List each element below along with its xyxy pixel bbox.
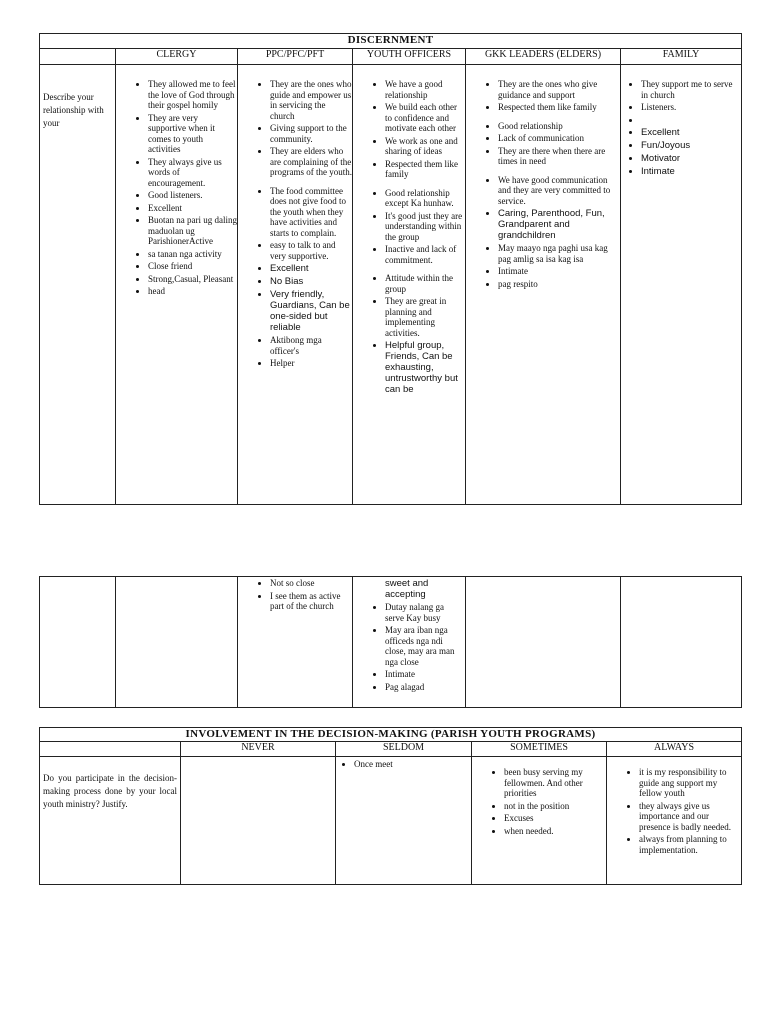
discernment-continuation-table xyxy=(39,576,742,708)
list-item: • Not so close xyxy=(270,578,352,589)
list-item: • not in the position xyxy=(504,801,606,812)
list-item: • Good relationship except Ka hunhaw. xyxy=(385,188,465,209)
list-item: • Intimate xyxy=(498,266,620,277)
list-item: • We have a good relationship xyxy=(385,79,465,100)
list-item: • They are the ones who give guidance and support xyxy=(498,79,620,100)
list-item: • Giving support to the community. xyxy=(270,123,352,144)
list-item: • I see them as active part of the church xyxy=(270,591,352,612)
list-item: • We have good communication and they are very committed to service. xyxy=(498,175,620,207)
list-item: • Respected them like family xyxy=(385,159,465,180)
list-item: • They allowed me to feel the love of God through their gospel homily xyxy=(148,79,237,111)
continued-text: sweet and accepting xyxy=(385,578,429,600)
list-item: • They are great in planning and implementing activities. xyxy=(385,296,465,338)
header-gkk-leaders: GKK LEADERS (ELDERS) xyxy=(466,49,621,65)
list-item: • Listeners. xyxy=(641,102,741,113)
header-never: NEVER xyxy=(181,742,336,757)
list-item: • Buotan na pari ug daling maduolan ug ParishionerActive xyxy=(148,215,237,247)
list-item: • Inactive and lack of commitment. xyxy=(385,244,465,265)
clergy-cell xyxy=(116,65,238,505)
list-item: • Respected them like family xyxy=(498,102,620,113)
list-item: • Strong,Casual, Pleasant xyxy=(148,274,237,285)
list-item: • We work as one and sharing of ideas xyxy=(385,136,465,157)
blank-cell xyxy=(621,577,742,708)
discernment-title: DISCERNMENT xyxy=(40,34,742,49)
list-item: • Caring, Parenthood, Fun, Grandparent and grandchildren xyxy=(498,208,620,241)
list-item: • always from planning to implementation. xyxy=(639,834,741,855)
list-item: • Good relationship xyxy=(498,121,620,132)
involvement-title: INVOLVEMENT IN THE DECISION-MAKING (PARISH YOUTH PROGRAMS) xyxy=(40,728,742,742)
list-item: • easy to talk to and very supportive. xyxy=(270,240,352,261)
list-item: • Lack of communication xyxy=(498,133,620,144)
list-item: • Attitude within the group xyxy=(385,273,465,294)
list-item: • Excuses xyxy=(504,813,606,824)
discernment-table xyxy=(39,33,742,505)
list-item: • No Bias xyxy=(270,276,352,287)
youth-officers-cell xyxy=(353,65,466,505)
header-always: ALWAYS xyxy=(607,742,742,757)
list-item: • Dutay nalang ga serve Kay busy xyxy=(385,602,465,623)
list-item: • Close friend xyxy=(148,261,237,272)
header-sometimes: SOMETIMES xyxy=(472,742,607,757)
list-item: • They always give us words of encouragement. xyxy=(148,157,237,189)
list-item: • it is my responsibility to guide ang support my fellow youth xyxy=(639,767,741,799)
list-item: • It's good just they are understanding within the group xyxy=(385,211,465,243)
blank-cell xyxy=(116,577,238,708)
list-item: • they always give us importance and our presence is badly needed. xyxy=(639,801,741,833)
list-item: • Helpful group, Friends, Can be exhausting, untrustworthy but can be xyxy=(385,340,465,395)
list-item: • May ara iban nga officeds nga ndi close, may ara man nga close xyxy=(385,625,465,667)
list-item: • Intimate xyxy=(641,166,741,177)
list-item: • head xyxy=(148,286,237,297)
relationship-question: Describe your relationship with your xyxy=(40,65,116,505)
blank-header xyxy=(40,742,181,757)
sometimes-cell xyxy=(472,757,607,885)
list-item: • Helper xyxy=(270,358,352,369)
list-item: • Excellent xyxy=(641,127,741,138)
family-cell xyxy=(621,65,742,505)
list-item: • We build each other to confidence and motivate each other xyxy=(385,102,465,134)
header-ppc: PPC/PFC/PFT xyxy=(238,49,353,65)
list-item: • when needed. xyxy=(504,826,606,837)
seldom-cell xyxy=(336,757,472,885)
list-item: • They are the ones who guide and empower us in servicing the church xyxy=(270,79,352,121)
list-item: • Excellent xyxy=(270,263,352,274)
list-item: • Once meet xyxy=(354,759,471,770)
gkk-leaders-cell xyxy=(466,65,621,505)
participation-question: Do you participate in the decision-making process done by your local youth ministry? Justify. xyxy=(40,757,181,885)
list-item xyxy=(641,115,741,126)
list-item: • pag respito xyxy=(498,279,620,290)
header-youth-officers: YOUTH OFFICERS xyxy=(353,49,466,65)
ppc-continued-cell xyxy=(238,577,353,708)
list-item: • Intimate xyxy=(385,669,465,680)
blank-cell xyxy=(40,577,116,708)
list-item: • been busy serving my fellowmen. And other priorities xyxy=(504,767,606,799)
list-item: • sa tanan nga activity xyxy=(148,249,237,260)
list-item: • Very friendly, Guardians, Can be one-sided but reliable xyxy=(270,289,352,333)
list-item: • Good listeners. xyxy=(148,190,237,201)
blank-cell xyxy=(466,577,621,708)
never-cell xyxy=(181,757,336,885)
list-item: • Aktibong mga officer's xyxy=(270,335,352,356)
list-item: • They are there when there are times in need xyxy=(498,146,620,167)
list-item: • The food committee does not give food to the youth when they have activities and starts to complain. xyxy=(270,186,352,239)
blank-header xyxy=(40,49,116,65)
list-item: • They are very supportive when it comes to youth activities xyxy=(148,113,237,155)
list-item: • They are elders who are complaining of the programs of the youth. xyxy=(270,146,352,178)
always-cell xyxy=(607,757,742,885)
header-seldom: SELDOM xyxy=(336,742,472,757)
youth-officers-continued-cell xyxy=(353,577,466,708)
list-item: • May maayo nga paghi usa kag pag amlig sa isa kag isa xyxy=(498,243,620,264)
header-clergy: CLERGY xyxy=(116,49,238,65)
involvement-table xyxy=(39,727,742,885)
list-item: • Fun/Joyous xyxy=(641,140,741,151)
header-family: FAMILY xyxy=(621,49,742,65)
list-item: • Motivator xyxy=(641,153,741,164)
ppc-cell xyxy=(238,65,353,505)
list-item: • They support me to serve in church xyxy=(641,79,741,100)
list-item: • Pag alagad xyxy=(385,682,465,693)
list-item: • Excellent xyxy=(148,203,237,214)
